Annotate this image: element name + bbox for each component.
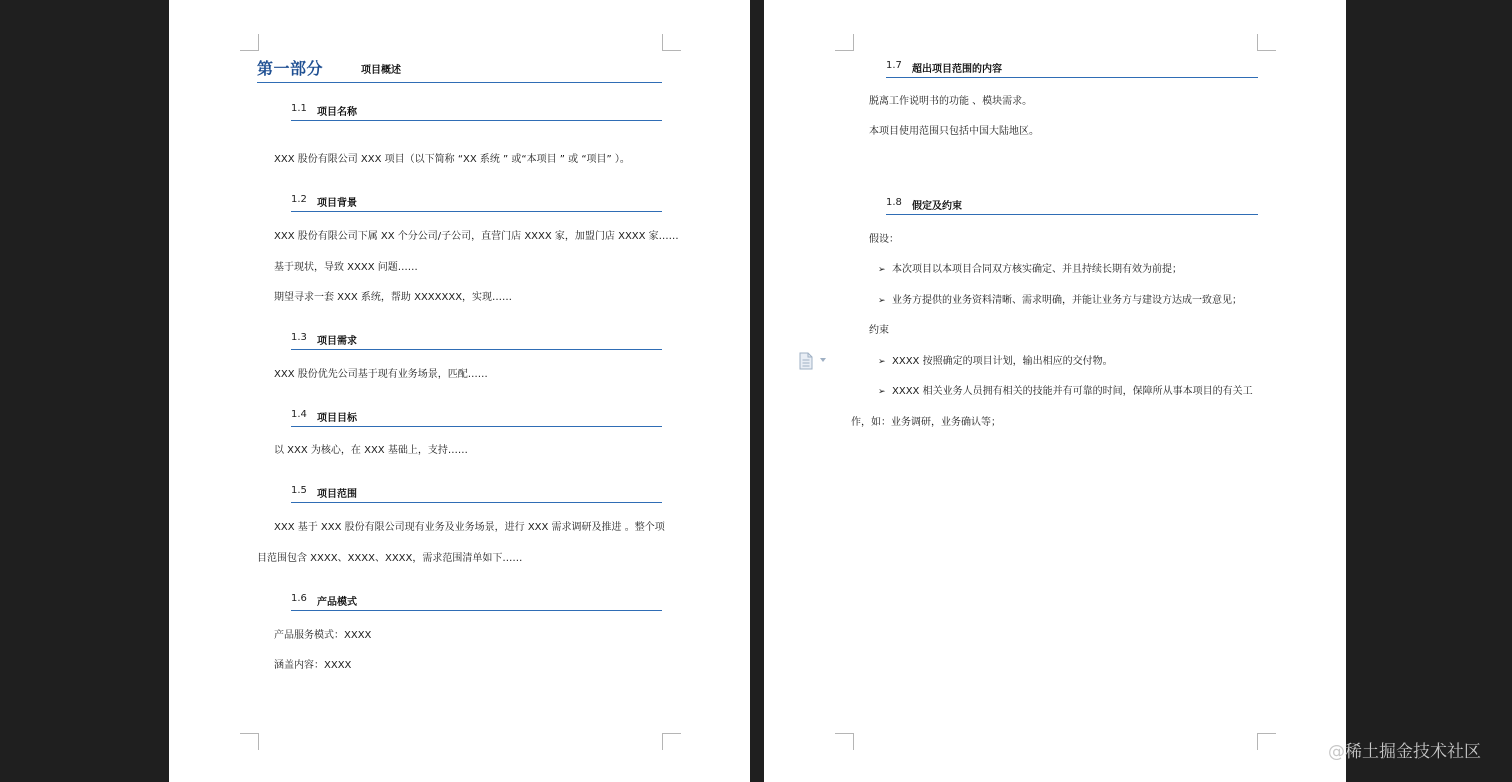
section-title: 产品模式 (317, 597, 357, 608)
bullet-item (878, 355, 1113, 369)
paragraph: 作，如：业务调研，业务确认等； (851, 417, 1001, 428)
bullet-text: 业务方提供的业务资料清晰、需求明确，并能让业务方与建设方达成一致意见； (892, 295, 1242, 306)
section-heading-1-6 (291, 590, 662, 611)
document-page-right (764, 0, 1346, 782)
section-heading-1-3 (291, 329, 662, 350)
crop-mark-top-left (835, 34, 854, 51)
paragraph: 产品服务模式：XXXX (274, 630, 372, 641)
paragraph: XXX 股份有限公司下属 XX 个分公司/子公司，直营门店 XXXX 家，加盟门店 XXXX 家…… (274, 231, 679, 242)
section-title: 项目名称 (317, 107, 357, 118)
section-heading-1-8 (886, 194, 1258, 215)
bullet-arrow-icon: ➢ (878, 265, 886, 275)
crop-mark-bottom-left (835, 733, 854, 750)
document-page-left (169, 0, 750, 782)
section-number: 1.1 (291, 103, 307, 114)
section-heading-1-4 (291, 406, 662, 427)
part-title: 第一部分 (257, 59, 324, 78)
section-number: 1.6 (291, 593, 307, 604)
paragraph: XXX 基于 XXX 股份有限公司现有业务及业务场景，进行 XXX 需求调研及推进 。整个项 (274, 522, 665, 533)
part-subtitle: 项目概述 (361, 65, 401, 76)
section-title: 项目背景 (317, 198, 357, 209)
paragraph: 约束 (869, 325, 889, 336)
section-number: 1.7 (886, 60, 902, 71)
bullet-item (878, 385, 1253, 399)
bullet-arrow-icon: ➢ (878, 387, 886, 397)
bullet-arrow-icon: ➢ (878, 357, 886, 367)
paragraph: XXX 股份有限公司 XXX 项目（以下简称 “XX 系统 ” 或“本项目 ” 或 “项目” ）。 (274, 154, 630, 165)
watermark-text: @稀土掘金技术社区 (1328, 742, 1481, 762)
section-title: 项目范围 (317, 489, 357, 500)
paragraph: 脱离工作说明书的功能 、模块需求。 (869, 96, 1033, 107)
paragraph: 目范围包含 XXXX、XXXX、XXXX，需求范围清单如下…… (257, 553, 523, 564)
section-title: 超出项目范围的内容 (912, 64, 1002, 75)
section-number: 1.8 (886, 197, 902, 208)
document-options-icon[interactable] (797, 351, 829, 371)
paragraph: 假设： (869, 234, 899, 245)
bullet-item (878, 294, 1242, 308)
section-heading-1-7 (886, 57, 1258, 78)
section-number: 1.3 (291, 332, 307, 343)
bullet-text: XXXX 相关业务人员拥有相关的技能并有可靠的时间，保障所从事本项目的有关工 (892, 386, 1253, 397)
part-heading (257, 54, 662, 83)
section-title: 假定及约束 (912, 201, 962, 212)
crop-mark-top-left (240, 34, 259, 51)
section-heading-1-1 (291, 100, 662, 121)
section-number: 1.4 (291, 409, 307, 420)
bullet-item (878, 263, 1182, 277)
paragraph: 以 XXX 为核心，在 XXX 基础上，支持…… (274, 445, 468, 456)
section-number: 1.5 (291, 485, 307, 496)
paragraph: 涵盖内容：XXXX (274, 660, 352, 671)
bullet-text: XXXX 按照确定的项目计划，输出相应的交付物。 (892, 356, 1113, 367)
paragraph: 期望寻求一套 XXX 系统，帮助 XXXXXXX，实现…… (274, 292, 513, 303)
paragraph: 基于现状，导致 XXXX 问题…… (274, 262, 418, 273)
section-heading-1-2 (291, 191, 662, 212)
section-number: 1.2 (291, 194, 307, 205)
crop-mark-top-right (1257, 34, 1276, 51)
section-title: 项目需求 (317, 336, 357, 347)
paragraph: XXX 股份优先公司基于现有业务场景，匹配…… (274, 369, 488, 380)
crop-mark-bottom-left (240, 733, 259, 750)
section-title: 项目目标 (317, 413, 357, 424)
paragraph: 本项目使用范围只包括中国大陆地区。 (869, 126, 1039, 137)
section-heading-1-5 (291, 482, 662, 503)
crop-mark-top-right (662, 34, 681, 51)
bullet-text: 本次项目以本项目合同双方核实确定、并且持续长期有效为前提； (892, 264, 1182, 275)
bullet-arrow-icon: ➢ (878, 296, 886, 306)
crop-mark-bottom-right (662, 733, 681, 750)
crop-mark-bottom-right (1257, 733, 1276, 750)
